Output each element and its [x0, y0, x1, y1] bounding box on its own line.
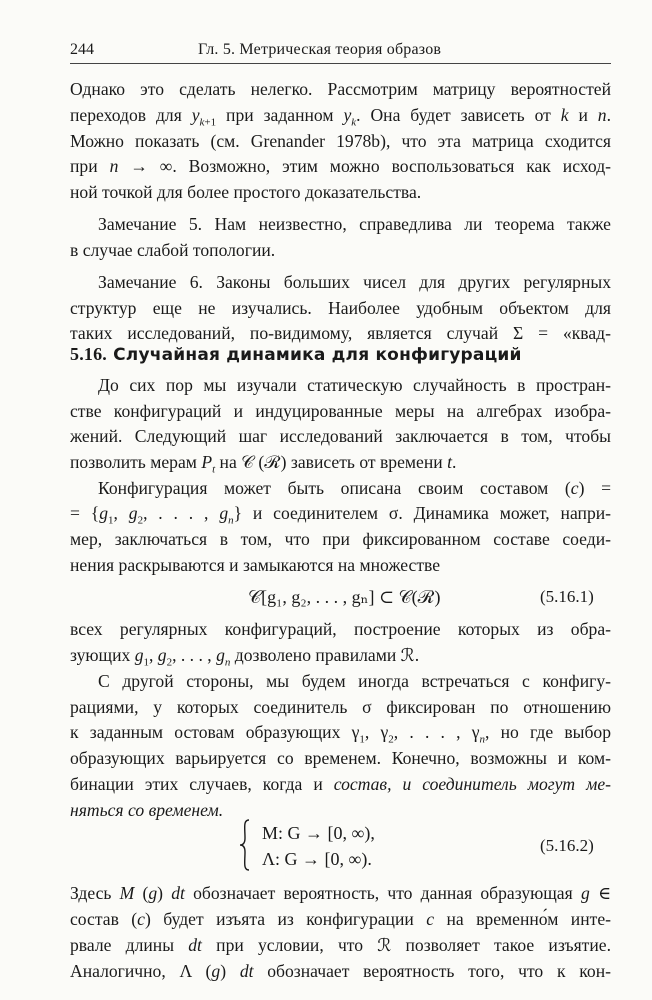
text-line: Конфигурация может быть описана своим составом (c) = [98, 478, 611, 498]
text-line: при n → ∞. Возможно, этим можно воспользоваться как исход- [70, 156, 611, 176]
text-line: С другой стороны, мы будем иногда встречаться с конфигу- [98, 671, 611, 691]
text-line: всех регулярных конфигураций, построение которых из обра- [70, 619, 611, 639]
text-line: образующих варьируется со временем. Конечно, возможны и ком- [70, 748, 611, 768]
text-line: стве конфигураций и индуцированные меры на алгебрах изобра- [70, 401, 611, 421]
text-line: мер, заключаться в том, что при фиксированном составе соеди- [70, 529, 611, 549]
text-line: нения раскрываются и замыкаются на множестве [70, 555, 441, 575]
text-line: = {$g_1$, $g_2$, . . . , $g_n$} и соединителем σ. Динамика может, напри- [70, 503, 611, 526]
text-line: жений. Следующий шаг исследований заключается в том, чтобы [70, 426, 611, 446]
running-title: Гл. 5. Метрическая теория образов [198, 41, 442, 58]
text-line: бинации этих случаев, когда и состав, и соединитель могут ме- [70, 774, 611, 794]
equation-5-16-2-line2: Λ: G → [0, ∞). [262, 849, 372, 869]
text-line: Можно показать (см. Grenander 1978b), что эта матрица сходится [70, 131, 611, 151]
equation-number: (5.16.2) [540, 836, 594, 855]
section-title: Случайная динамика для конфигураций [113, 345, 522, 365]
remark-6: Замечание 6. Законы больших чисел для других регулярных [98, 272, 611, 292]
text-line: структур еще не изучались. Наиболее удобным объектом для [70, 298, 611, 318]
text-line: таких исследований, по-видимому, является случай Σ = «квад- [70, 323, 611, 343]
equation-5-16-2-line1: M: G → [0, ∞), [262, 823, 375, 843]
text-line: няться со временем. [70, 800, 224, 820]
section-heading: 5.16. Случайная динамика для конфигураций [70, 344, 522, 365]
running-header [70, 38, 610, 62]
header-rule [70, 63, 611, 64]
text-line: рациями, у которых соединитель σ фиксирован по отношению [70, 697, 611, 717]
text-line: позволить мерам $P_t$ на 𝒞 (ℛ) зависеть от времени t. [70, 452, 457, 475]
equation-number: (5.16.1) [540, 587, 594, 606]
text-line: зующих $g_1$, $g_2$, . . . , $g_n$ дозволено правилами ℛ. [70, 645, 420, 668]
text-line: ной точкой для более простого доказательства. [70, 182, 422, 202]
text-line: Однако это сделать нелегко. Рассмотрим матрицу вероятностей [70, 79, 611, 99]
text-line: рвале длины dt при условии, что ℛ позволяет такое изъятие. [70, 935, 611, 955]
text-line: Аналогично, Λ (g) dt обозначает вероятность того, что к кон- [70, 961, 611, 981]
text-line: Здесь M (g) dt обозначает вероятность, что данная образующая g ∈ [70, 883, 611, 903]
equation-5-16-1: 𝒞[g₁, g₂, . . . , gₙ] ⊂ 𝒞(ℛ) [248, 587, 441, 607]
text-line: к заданным остовам образующих $\gamma_1$, $\gamma_2$, . . . , $\gamma_n$, но где выбор [70, 722, 611, 745]
text-line: переходов для $y_{k+1}$ при заданном $y_k$. Она будет зависеть от k и n. [70, 105, 611, 128]
text-line: состав (c) будет изъята из конфигурации c на временно́м инте- [70, 909, 611, 929]
left-brace [239, 818, 251, 872]
remark-5: Замечание 5. Нам неизвестно, справедлива ли теорема также [98, 214, 611, 234]
text-line: в случае слабой топологии. [70, 240, 276, 260]
text-line: До сих пор мы изучали статическую случайность в простран- [98, 375, 611, 395]
page-number: 244 [70, 41, 94, 58]
